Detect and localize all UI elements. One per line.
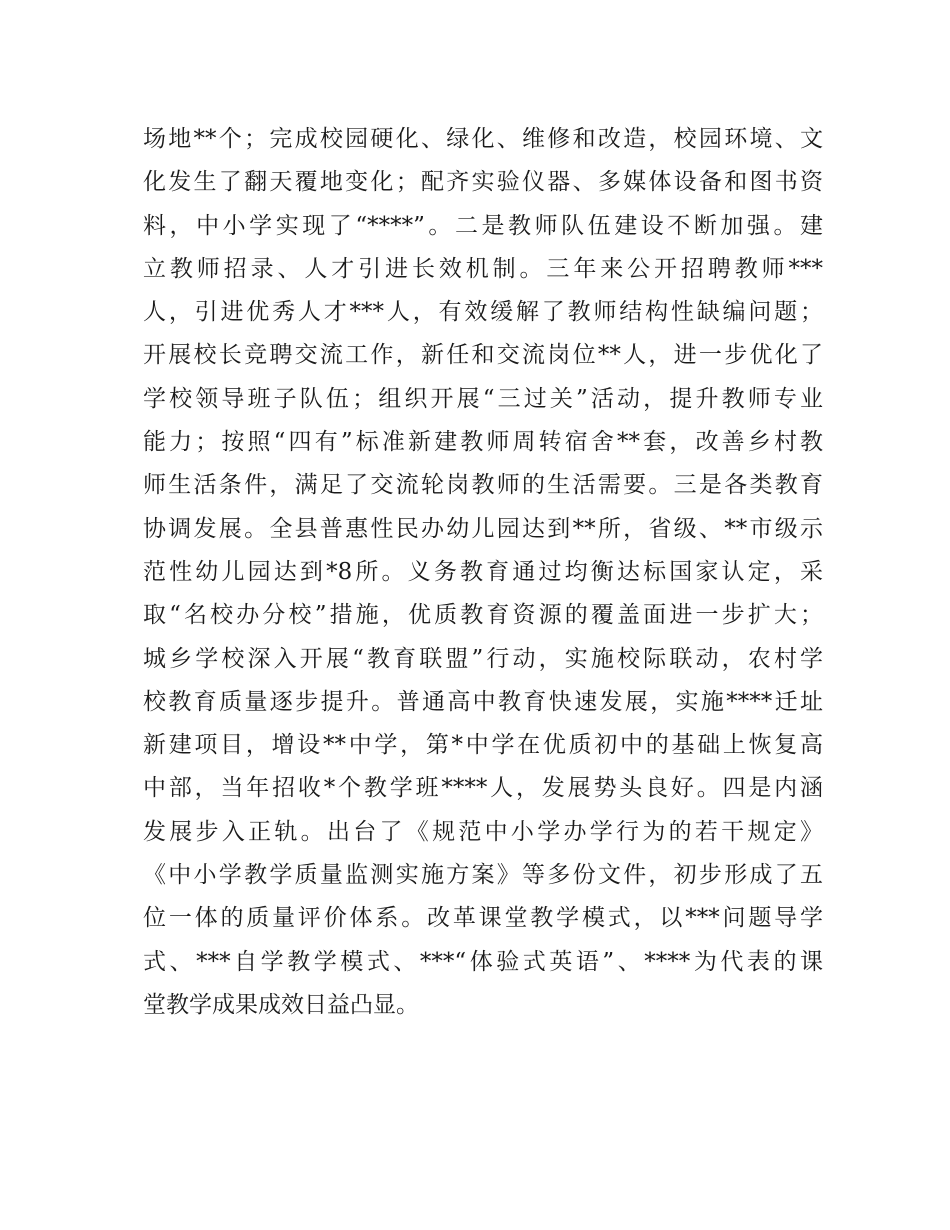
paragraph-line: 场地**个；完成校园硬化、绿化、维修和改造，校园环境、文 [143, 126, 823, 152]
paragraph-line: 料，中小学实现了“****”。二是教师队伍建设不断加强。建 [143, 212, 823, 239]
paragraph-line: 开展校长竞聘交流工作，新任和交流岗位**人，进一步优化了 [143, 342, 823, 369]
paragraph-line: 能力；按照“四有”标准新建教师周转宿舍**套，改善乡村教 [143, 429, 823, 456]
paragraph-line: 学校领导班子队伍；组织开展“三过关”活动，提升教师专业 [143, 385, 823, 412]
paragraph-line: 校教育质量逐步提升。普通高中教育快速发展，实施****迁址 [143, 688, 823, 715]
paragraph-line: 《中小学教学质量监测实施方案》等多份文件，初步形成了五 [143, 862, 823, 889]
paragraph-line: 城乡学校深入开展“教育联盟”行动，实施校际联动，农村学 [143, 645, 823, 672]
paragraph-line: 立教师招录、人才引进长效机制。三年来公开招聘教师*** [143, 255, 823, 282]
paragraph-line: 取“名校办分校”措施，优质教育资源的覆盖面进一步扩大； [143, 602, 823, 629]
paragraph-line: 式、***自学教学模式、***“体验式英语”、****为代表的课 [143, 948, 823, 975]
paragraph-line: 师生活条件，满足了交流轮岗教师的生活需要。三是各类教育 [143, 472, 823, 499]
paragraph-line: 范性幼儿园达到*8所。义务教育通过均衡达标国家认定，采 [143, 558, 823, 585]
paragraph-line: 新建项目，增设**中学，第*中学在优质初中的基础上恢复高 [143, 732, 823, 759]
body-paragraph [143, 118, 823, 1027]
paragraph-line: 位一体的质量评价体系。改革课堂教学模式，以***问题导学 [143, 905, 823, 932]
paragraph-line: 发展步入正轨。出台了《规范中小学办学行为的若干规定》 [143, 818, 823, 845]
paragraph-line: 化发生了翻天覆地变化；配齐实验仪器、多媒体设备和图书资 [143, 169, 823, 196]
paragraph-line: 堂教学成果成效日益凸显。 [143, 991, 419, 1018]
paragraph-line: 协调发展。全县普惠性民办幼儿园达到**所，省级、**市级示 [143, 515, 823, 542]
paragraph-line: 人，引进优秀人才***人，有效缓解了教师结构性缺编问题； [143, 299, 823, 326]
paragraph-line: 中部，当年招收*个教学班****人，发展势头良好。四是内涵 [143, 775, 823, 802]
